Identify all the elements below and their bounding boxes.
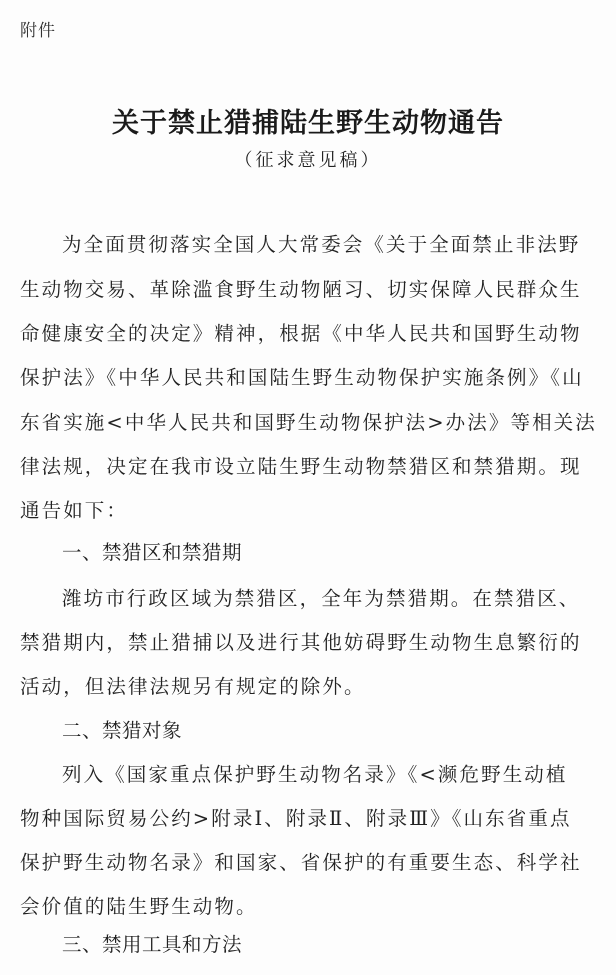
- section-2-line: 会价值的陆生野生动物。: [20, 895, 258, 918]
- intro-line: 命健康安全的决定》精神，根据《中华人民共和国野生动物: [20, 322, 582, 345]
- intro-line: 保护法》《中华人民共和国陆生野生动物保护实施条例》《山: [20, 366, 584, 389]
- intro-line: 律法规，决定在我市设立陆生野生动物禁猎区和禁猎期。现: [20, 455, 582, 478]
- attachment-label: 附件: [20, 21, 56, 41]
- section-2-line: 列入《国家重点保护野生动物名录》《<濒危野生动植: [62, 763, 568, 786]
- section-1-line: 禁猎期内，禁止猎捕以及进行其他妨碍野生动物生息繁衍的: [20, 631, 582, 654]
- section-1-line: 活动，但法律法规另有规定的除外。: [20, 675, 366, 698]
- section-2-line: 物种国际贸易公约>附录Ⅰ、附录Ⅱ、附录Ⅲ》《山东省重点: [20, 807, 572, 830]
- intro-line: 生动物交易、革除滥食野生动物陋习、切实保障人民群众生: [20, 278, 582, 301]
- document-title: 关于禁止猎捕陆生野生动物通告: [112, 108, 504, 139]
- section-heading-3: 三、禁用工具和方法: [62, 933, 243, 956]
- section-heading-1: 一、禁猎区和禁猎期: [62, 541, 243, 564]
- intro-line: 为全面贯彻落实全国人大常委会《关于全面禁止非法野: [62, 233, 581, 256]
- document-subtitle: （征求意见稿）: [234, 150, 382, 171]
- intro-line: 东省实施<中华人民共和国野生动物保护法>办法》等相关法: [20, 411, 597, 434]
- intro-line: 通告如下：: [20, 499, 129, 522]
- section-heading-2: 二、禁猎对象: [62, 719, 183, 742]
- section-2-line: 保护野生动物名录》和国家、省保护的有重要生态、科学社: [20, 851, 582, 874]
- section-1-line: 潍坊市行政区域为禁猎区，全年为禁猎期。在禁猎区、: [62, 587, 581, 610]
